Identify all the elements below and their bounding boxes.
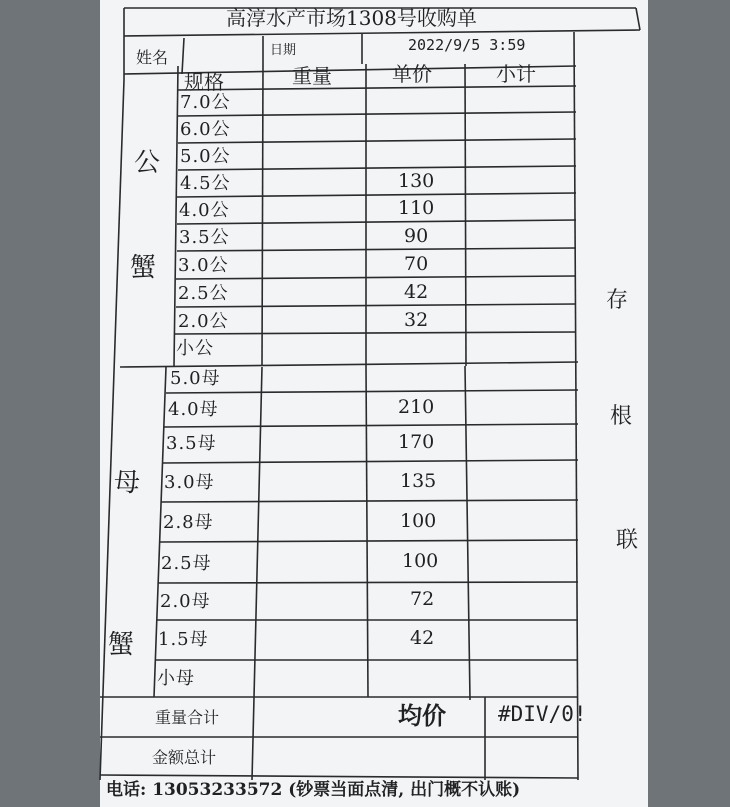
male-row-price: 70 bbox=[404, 253, 429, 275]
header-weight: 重量 bbox=[292, 64, 332, 88]
header-spec: 规格 bbox=[184, 70, 224, 94]
female-row-spec: 1.5母 bbox=[158, 629, 209, 650]
female-row-price: 72 bbox=[410, 588, 435, 610]
avg-price-value: #DIV/0! bbox=[498, 702, 587, 726]
female-row-spec: 3.0母 bbox=[164, 472, 215, 493]
weight-total-label: 重量合计 bbox=[155, 708, 220, 727]
female-row-spec: 2.8母 bbox=[163, 512, 214, 533]
female-row-spec: 5.0母 bbox=[170, 368, 221, 389]
female-row-spec: 4.0母 bbox=[168, 399, 219, 420]
side-label-2: 根 bbox=[610, 404, 633, 429]
date-label: 日期 bbox=[270, 43, 297, 58]
male-row-spec: 2.5公 bbox=[178, 283, 229, 304]
male-row-spec: 5.0公 bbox=[180, 146, 231, 167]
female-row-spec: 2.0母 bbox=[160, 591, 211, 612]
male-row-price: 110 bbox=[398, 197, 435, 219]
female-group-char2: 蟹 bbox=[108, 630, 135, 660]
amount-total-label: 金额总计 bbox=[152, 748, 217, 767]
female-row-price: 135 bbox=[400, 470, 437, 492]
female-row-price: 170 bbox=[398, 431, 435, 453]
avg-price-label: 均价 bbox=[398, 701, 446, 730]
male-group-char1: 公 bbox=[134, 148, 161, 178]
male-row-price: 32 bbox=[404, 309, 429, 331]
male-row-spec: 3.5公 bbox=[179, 227, 230, 248]
name-label: 姓名 bbox=[136, 48, 169, 67]
female-row-price: 42 bbox=[410, 627, 435, 649]
male-row-spec: 6.0公 bbox=[180, 119, 231, 140]
male-row-price: 42 bbox=[404, 281, 429, 303]
male-row-spec: 4.5公 bbox=[180, 173, 231, 194]
female-row-price: 100 bbox=[400, 510, 437, 532]
male-row-price: 90 bbox=[404, 225, 429, 247]
male-row-spec: 小公 bbox=[176, 338, 214, 359]
header-subtotal: 小计 bbox=[496, 62, 536, 86]
female-group-char1: 母 bbox=[114, 468, 141, 498]
female-row-price: 210 bbox=[398, 396, 435, 418]
side-label-3: 联 bbox=[616, 528, 639, 553]
male-row-spec: 4.0公 bbox=[179, 200, 230, 221]
male-row-spec: 2.0公 bbox=[178, 311, 229, 332]
female-row-spec: 3.5母 bbox=[166, 433, 217, 454]
female-row-spec: 小母 bbox=[157, 668, 195, 689]
male-row-spec: 3.0公 bbox=[178, 255, 229, 276]
header-unit-price: 单价 bbox=[392, 62, 432, 86]
male-row-spec: 7.0公 bbox=[180, 92, 231, 113]
female-row-price: 100 bbox=[402, 550, 439, 572]
male-row-price: 130 bbox=[398, 170, 435, 192]
side-label-1: 存 bbox=[606, 288, 629, 313]
male-group-char2: 蟹 bbox=[130, 253, 157, 283]
female-row-spec: 2.5母 bbox=[161, 553, 212, 574]
form-title: 高淳水产市场1308号收购单 bbox=[226, 6, 477, 30]
footer-phone-note: 电话: 13053233572 (钞票当面点清, 出门概不认账) bbox=[106, 780, 521, 800]
date-value: 2022/9/5 3:59 bbox=[408, 36, 526, 54]
